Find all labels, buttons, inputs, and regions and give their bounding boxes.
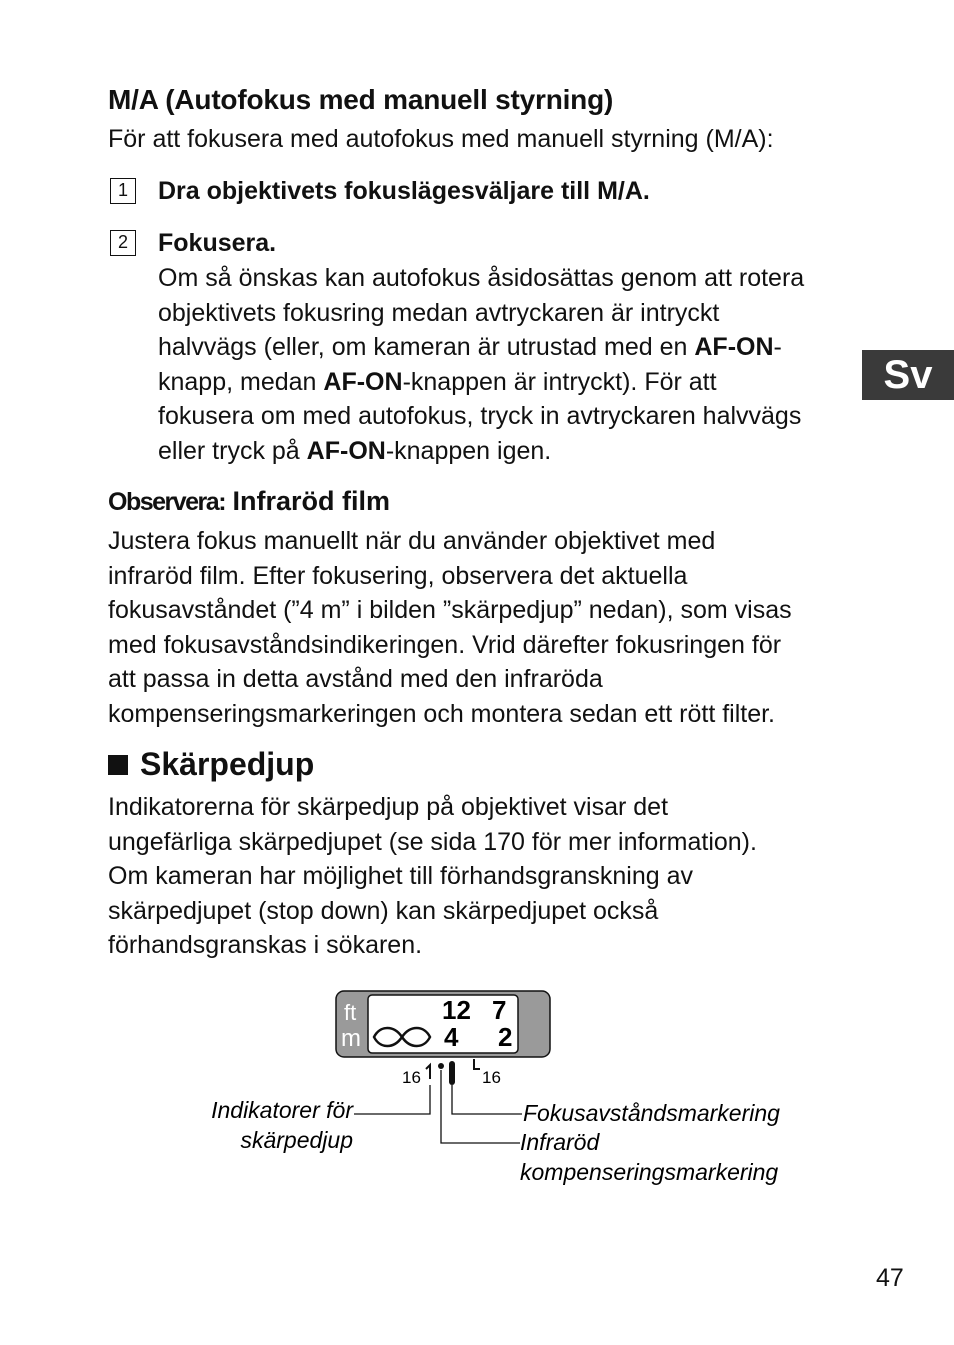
- dof-left-indicator: [426, 1065, 430, 1079]
- section2-line: Om kameran har möjlighet till förhandsgranskning av: [108, 862, 693, 891]
- note-line: kompenseringsmarkeringen och montera sedan ett rött filter.: [108, 699, 776, 728]
- note-line: att passa in detta avstånd med den infraröda: [108, 665, 603, 694]
- intro-text: För att fokusera med autofokus med manuell styrning (M/A):: [108, 125, 774, 153]
- unit-ft-label: ft: [344, 1000, 357, 1025]
- depth-of-field-diagram: [190, 985, 810, 1195]
- step-number-2: 2: [110, 230, 136, 256]
- label-ir-line2: kompenseringsmarkering: [520, 1159, 779, 1185]
- note-body: [108, 524, 868, 732]
- step-2-line: Om så önskas kan autofokus åsidosättas genom att rotera: [158, 264, 805, 292]
- step-2-title: Fokusera.: [158, 229, 277, 257]
- section2-body: [108, 790, 868, 963]
- step-1-text: Dra objektivets fokuslägesväljare till M/A.: [158, 177, 650, 205]
- step-2-line: halvvägs (eller, om kameran är utrustad med en AF-ON-: [158, 333, 782, 362]
- m-value-2: 2: [498, 1022, 513, 1052]
- step-2-line: knapp, medan AF-ON-knappen är intryckt). För att: [158, 367, 717, 396]
- square-bullet-icon: [108, 755, 128, 775]
- label-dof-line1: Indikatorer för: [211, 1097, 353, 1123]
- note-heading: Observera: Infraröd film: [108, 486, 391, 516]
- step-2-line: fokusera om med autofokus, tryck in avtryckaren halvvägs: [158, 402, 802, 431]
- note-line: infraröd film. Efter fokusering, observera det aktuella: [108, 561, 688, 590]
- section-heading: M/A (Autofokus med manuell styrning): [108, 84, 614, 115]
- note-line: Justera fokus manuellt när du använder objektivet med: [108, 527, 716, 555]
- leader-focus: [452, 1085, 522, 1114]
- dof-right-indicator: [474, 1059, 480, 1069]
- step-number-1: 1: [110, 178, 136, 204]
- section2-line: förhandsgranskas i sökaren.: [108, 931, 423, 960]
- label-dof-line2: skärpedjup: [240, 1127, 353, 1153]
- infrared-mark-icon: [438, 1063, 444, 1069]
- label-ir-line1: Infraröd: [520, 1129, 600, 1155]
- label-focus-mark: Fokusavståndsmarkering: [523, 1100, 780, 1126]
- unit-m-label: m: [341, 1025, 361, 1052]
- focus-distance-mark-icon: [449, 1061, 455, 1085]
- step-2-body: [158, 261, 858, 469]
- language-tab: Sv: [862, 350, 954, 400]
- page-number: 47: [876, 1264, 904, 1292]
- ft-value-7: 7: [492, 995, 507, 1025]
- note-line: fokusavståndet (”4 m” i bilden ”skärpedjup” nedan), som visas: [108, 596, 792, 625]
- step-2-line: objektivets fokusring medan avtryckaren är intryckt: [158, 298, 720, 327]
- note-line: med fokusavståndsindikeringen. Vrid därefter fokusringen för: [108, 630, 782, 659]
- m-value-4: 4: [444, 1022, 459, 1052]
- leader-dof: [354, 1085, 430, 1114]
- section2-heading: Skärpedjup: [108, 746, 314, 783]
- step-2-line: eller tryck på AF-ON-knappen igen.: [158, 436, 552, 465]
- section2-line: skärpedjupet (stop down) kan skärpedjupet också: [108, 896, 659, 925]
- section2-line: Indikatorerna för skärpedjup på objektivet visar det: [108, 793, 669, 821]
- dof-scale-left: 16: [402, 1068, 421, 1087]
- section2-line: ungefärliga skärpedjupet (se sida 170 för mer information).: [108, 827, 757, 856]
- dof-scale-right: 16: [482, 1068, 501, 1087]
- ft-value-12: 12: [442, 995, 471, 1025]
